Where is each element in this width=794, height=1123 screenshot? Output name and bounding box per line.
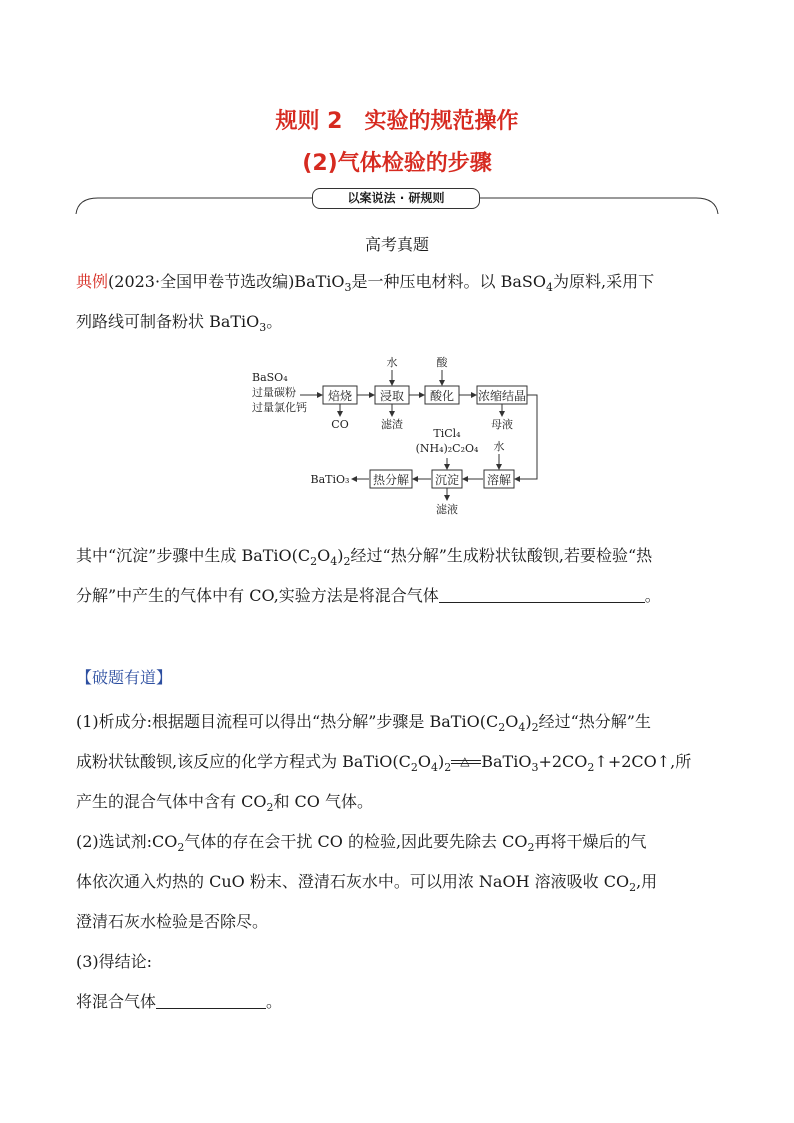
- section-banner: 以案说法 · 研规则: [312, 188, 480, 209]
- breaker-heading: 【破题有道】: [76, 668, 173, 687]
- raw-material-2: 过量碳粉: [252, 386, 296, 399]
- flow-diagram: [0, 0, 794, 530]
- svg-text:水: 水: [493, 440, 505, 453]
- svg-text:母液: 母液: [491, 418, 513, 431]
- svg-text:BaTiO₃: BaTiO₃: [310, 473, 350, 486]
- page-subtitle: (2)气体检验的步骤: [302, 151, 492, 176]
- question-paragraph: 其中“沉淀”步骤中生成 $BaTiO(C_2O_4)_2$经过“热分解”生成粉状钛酸钡,若要检验“热 分解”中产生的气体中有 CO,实验方法是将混合气体 。: [76, 546, 661, 605]
- svg-text:滤液: 滤液: [436, 503, 458, 516]
- svg-text:沉淀: 沉淀: [434, 473, 460, 487]
- svg-text:溶解: 溶解: [486, 473, 512, 487]
- svg-text:浸取: 浸取: [379, 389, 405, 403]
- svg-text:酸化: 酸化: [429, 389, 455, 403]
- section-heading: 高考真题: [364, 235, 429, 254]
- raw-material-3: 过量氯化钙: [252, 401, 307, 414]
- raw-material-1: BaSO₄: [252, 371, 288, 384]
- svg-text:(NH₄)₂C₂O₄: (NH₄)₂C₂O₄: [415, 442, 479, 455]
- page-title: 规则 2 实验的规范操作: [275, 109, 519, 134]
- svg-text:酸: 酸: [436, 356, 448, 369]
- svg-text:滤渣: 滤渣: [381, 418, 403, 431]
- example-paragraph: 典例(2023·全国甲卷节选改编)BaTiO$_3$是一种压电材料。以 BaSO$_4$为原料,采用下 列路线可制备粉状 BaTiO$_3$。: [76, 272, 655, 335]
- answer-blank-1[interactable]: [439, 586, 645, 603]
- svg-text:焙烧: 焙烧: [327, 389, 353, 403]
- analysis-paragraph: (1)析成分:根据题目流程可以得出“热分解”步骤是 $BaTiO(C_2O_4)_2$经过“热分解”生 成粉状钛酸钡,该反应的化学方程式为 $BaTiO(C_2O_4)_2$ △ $BaTiO_3+2CO_2↑+2CO↑$,所 产生的混合气体中含有 $CO_2$和 CO 气体。 (2)选试剂$:CO_2$气体的存在会干扰 CO 的检验,因此要先除去 $CO_2$再将干燥后的气 体依次通入灼热的 CuO 粉末、澄清石灰水中。可以用浓 NaOH 溶液吸收 $CO_2$,用 澄清石灰水检验是否除尽。 (3)得结论: 将混合气体 。: [76, 712, 692, 1011]
- example-tag: 典例: [76, 272, 109, 291]
- svg-text:CO: CO: [331, 418, 349, 431]
- svg-text:浓缩结晶: 浓缩结晶: [477, 389, 527, 403]
- answer-blank-2[interactable]: [156, 992, 266, 1009]
- svg-text:水: 水: [386, 356, 398, 369]
- heating-condition-sign: △: [451, 751, 481, 769]
- svg-text:热分解: 热分解: [372, 473, 410, 487]
- svg-text:TiCl₄: TiCl₄: [433, 427, 461, 440]
